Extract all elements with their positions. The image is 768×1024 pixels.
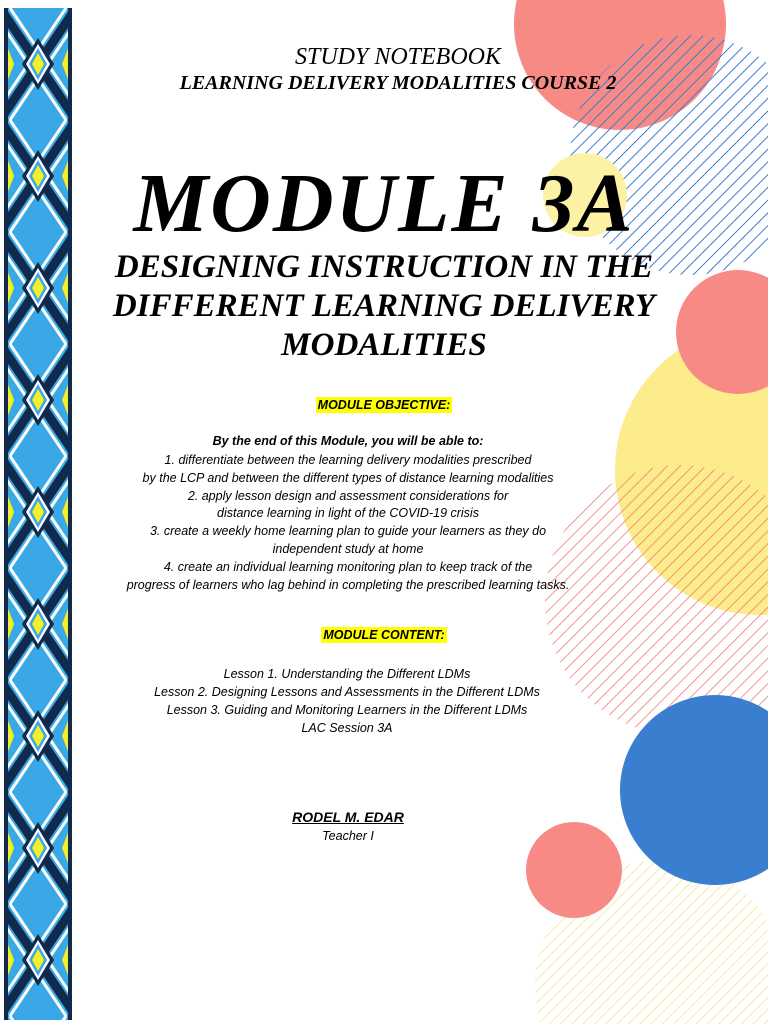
study-notebook-label: STUDY NOTEBOOK	[294, 44, 502, 70]
objective-line: 3. create a weekly home learning plan to guide your learners as they do	[149, 524, 547, 538]
objective-label-highlight: MODULE OBJECTIVE:	[317, 398, 451, 412]
objective-line: by the LCP and between the different types of distance learning modalities	[142, 471, 554, 485]
module-subtitle-line: DIFFERENT LEARNING DELIVERY	[112, 288, 656, 324]
module-subtitle-line: MODALITIES	[281, 327, 487, 363]
objective-line: progress of learners who lag behind in completing the prescribed learning tasks.	[126, 578, 570, 592]
objective-label	[0, 398, 768, 412]
lesson-item: Lesson 3. Guiding and Monitoring Learners in the Different LDMs	[166, 703, 528, 717]
content-label	[0, 628, 768, 642]
objective-line: independent study at home	[272, 542, 424, 556]
lesson-item: Lesson 1. Understanding the Different LDMs	[223, 667, 471, 681]
module-title: MODULE 3A	[133, 157, 635, 250]
author-title: Teacher I	[322, 829, 374, 843]
module-subtitle	[0, 248, 768, 365]
objective-line: 1. differentiate between the learning delivery modalities prescribed	[164, 453, 532, 467]
objective-intro: By the end of this Module, you will be able to:	[212, 434, 484, 448]
course-label: LEARNING DELIVERY MODALITIES COURSE 2	[179, 72, 617, 94]
lesson-item: Lesson 2. Designing Lessons and Assessments in the Different LDMs	[154, 685, 540, 699]
objective-line: distance learning in light of the COVID-19 crisis	[217, 506, 479, 520]
lesson-item: LAC Session 3A	[301, 721, 393, 735]
objective-line: 4. create an individual learning monitoring plan to keep track of the	[163, 560, 533, 574]
author-name: RODEL M. EDAR	[292, 809, 404, 825]
module-subtitle-line: DESIGNING INSTRUCTION IN THE	[114, 249, 654, 285]
content-label-highlight: MODULE CONTENT:	[323, 628, 445, 642]
objective-line: 2. apply lesson design and assessment considerations for	[187, 489, 509, 503]
